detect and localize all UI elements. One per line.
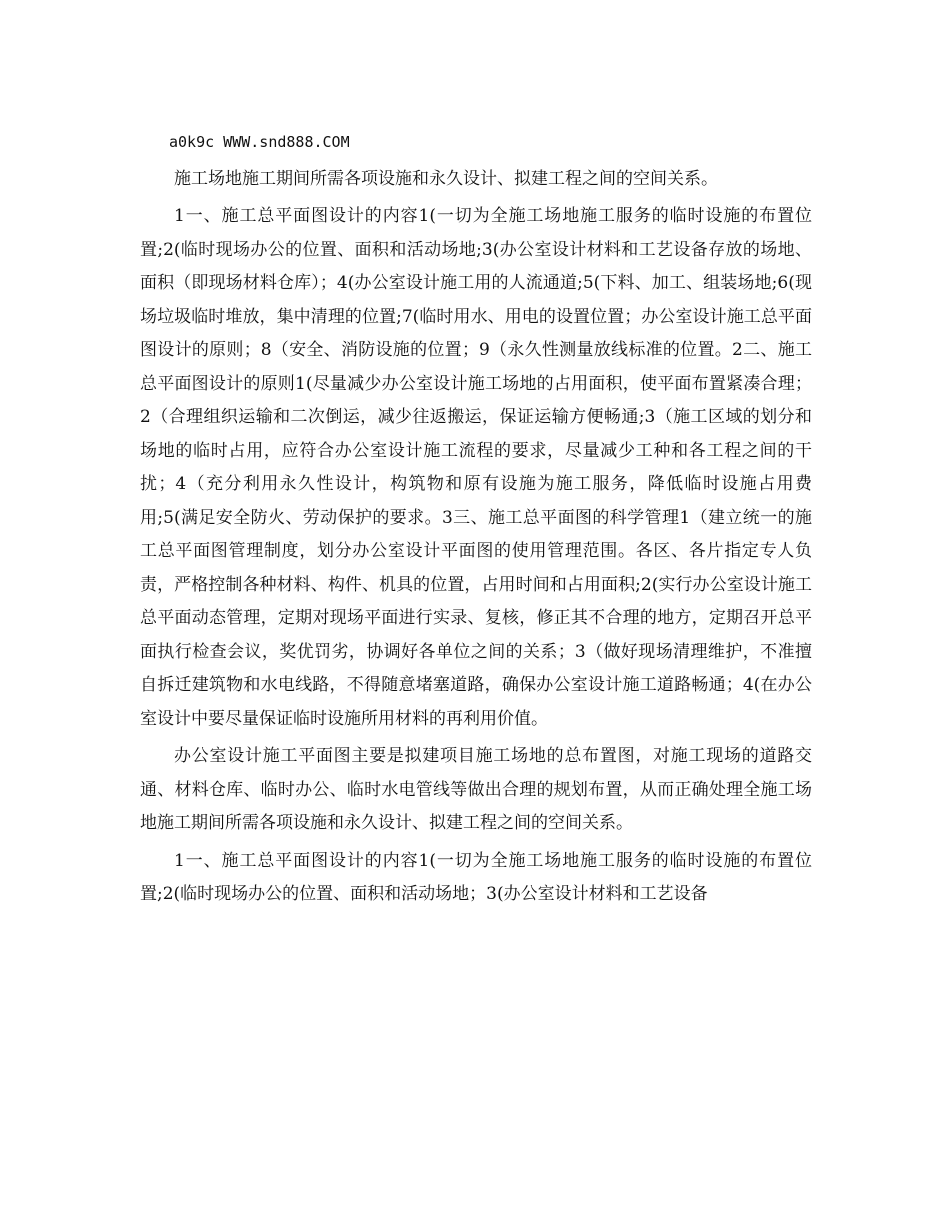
header-code-line: a0k9c WWW.snd888.COM (169, 133, 350, 151)
paragraph-2: 1一、施工总平面图设计的内容1(一切为全施工场地施工服务的临时设施的布置位置;2(临时现场办公的位置、面积和活动场地;3(办公室设计材料和工艺设备存放的场地、面积（即现场材料仓库）；4(办公室设计施工用的人流通道;5(下料、加工、组装场地;6(现场垃圾临时堆放，集中清理的位置;7(临时用水、用电的设置位置；办公室设计施工总平面图设计的原则；8（安全、消防设施的位置；9（永久性测量放线标准的位置。2二、施工总平面图设计的原则1(尽量减少办公室设计施工场地的占用面积，使平面布置紧凑合理；2（合理组织运输和二次倒运，减少往返搬运，保证运输方便畅通;3（施工区域的划分和场地的临时占用，应符合办公室设计施工流程的要求，尽量减少工种和各工程之间的干扰；4（充分利用永久性设计，构筑物和原有设施为施工服务，降低临时设施占用费用;5(满足安全防火、劳动保护的要求。3三、施工总平面图的科学管理1（建立统一的施工总平面图管理制度，划分办公室设计平面图的使用管理范围。各区、各片指定专人负责，严格控制各种材料、构件、机具的位置，占用时间和占用面积;2(实行办公室设计施工总平面动态管理，定期对现场平面进行实录、复核，修正其不合理的地方，定期召开总平面执行检查会议，奖优罚劣，协调好各单位之间的关系；3（做好现场清理维护，不准擅自拆迁建筑物和水电线路，不得随意堵塞道路，确保办公室设计施工道路畅通；4(在办公室设计中要尽量保证临时设施所用材料的再利用价值。 (140, 206, 812, 729)
paragraph-4: 1一、施工总平面图设计的内容1(一切为全施工场地施工服务的临时设施的布置位置;2(临时现场办公的位置、面积和活动场地；3(办公室设计材料和工艺设备 (140, 850, 812, 904)
paragraph-3: 办公室设计施工平面图主要是拟建项目施工场地的总布置图，对施工现场的道路交通、材料仓库、临时办公、临时水电管线等做出合理的规划布置，从而正确处理全施工场地施工期间所需各项设施和永久设计、拟建工程之间的空间关系。 (140, 746, 812, 833)
paragraph-1: 施工场地施工期间所需各项设施和永久设计、拟建工程之间的空间关系。 (174, 168, 718, 189)
document-body (140, 126, 812, 916)
